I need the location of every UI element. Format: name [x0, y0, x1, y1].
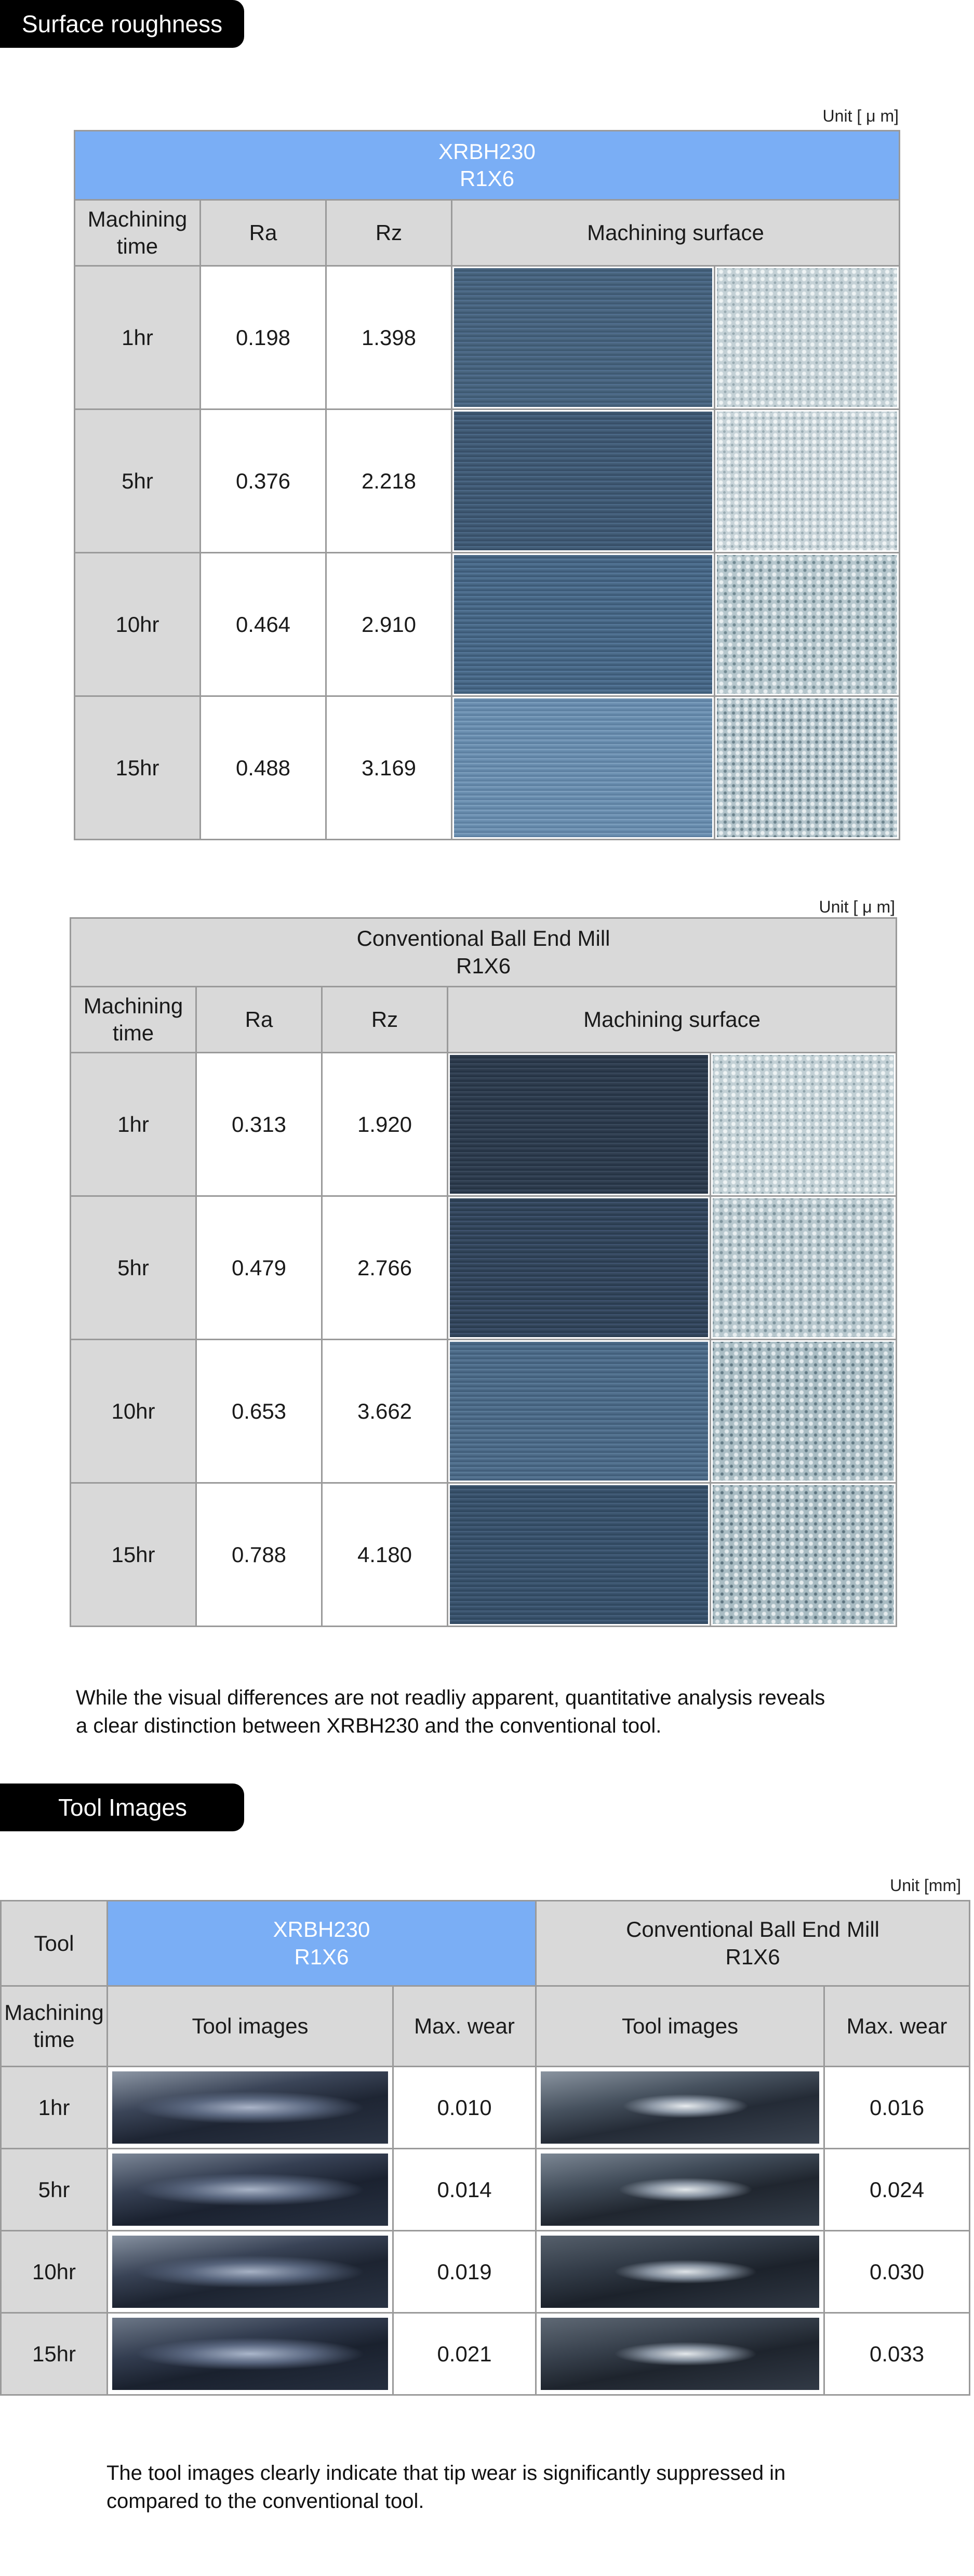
- header-max-wear: Max. wear: [393, 1986, 536, 2067]
- surface-photo: [448, 1483, 711, 1627]
- tool-wear-note: The tool images clearly indicate that tip wear is significantly suppressed in compared to the conventional tool.: [106, 2462, 786, 2513]
- surface-photo: [448, 1053, 711, 1196]
- rz-value: 2.218: [326, 409, 452, 553]
- ra-value: 0.313: [196, 1053, 322, 1196]
- tool-photo-conventional: [536, 2231, 824, 2313]
- surface-photo: [452, 553, 715, 696]
- surface-photo: [452, 409, 715, 553]
- ra-value: 0.376: [201, 409, 326, 553]
- ra-value: 0.479: [196, 1196, 322, 1340]
- ra-value: 0.488: [201, 696, 326, 840]
- tool-photo-conventional: [536, 2313, 824, 2395]
- header-xrbh230: XRBH230 R1X6: [108, 1901, 536, 1986]
- surface-photo: [448, 1196, 711, 1340]
- header-machining-time: Machining time: [71, 987, 196, 1053]
- table-tool-wear: [0, 1900, 970, 2396]
- surface-texture-photo: [715, 696, 900, 840]
- rz-value: 3.662: [322, 1340, 448, 1483]
- surface-photo: [452, 266, 715, 409]
- ra-value: 0.653: [196, 1340, 322, 1483]
- analysis-note: While the visual differences are not readliy apparent, quantitative analysis reveals a clear distinction between XRBH230 and the conventional tool.: [76, 1686, 825, 1737]
- header-rz: Rz: [322, 987, 448, 1053]
- header-tool: Tool: [1, 1901, 108, 1986]
- rz-value: 2.910: [326, 553, 452, 696]
- wear-value: 0.024: [824, 2149, 970, 2231]
- surface-texture-photo: [711, 1053, 897, 1196]
- rz-value: 1.398: [326, 266, 452, 409]
- row-time: 1hr: [1, 2067, 108, 2149]
- header-machining-time: Machining time: [75, 200, 201, 266]
- row-time: 5hr: [71, 1196, 196, 1340]
- header-machining-surface: Machining surface: [452, 200, 900, 266]
- tool-photo-xrbh230: [108, 2149, 393, 2231]
- header-tool-images: Tool images: [108, 1986, 393, 2067]
- header-rz: Rz: [326, 200, 452, 266]
- surface-texture-photo: [715, 266, 900, 409]
- table-title: XRBH230 R1X6: [75, 131, 900, 200]
- ra-value: 0.198: [201, 266, 326, 409]
- rz-value: 4.180: [322, 1483, 448, 1627]
- header-ra: Ra: [201, 200, 326, 266]
- section-label-surface-roughness: Surface roughness: [0, 0, 244, 48]
- unit-label: Unit [ μ m]: [819, 897, 895, 916]
- surface-photo: [448, 1340, 711, 1483]
- unit-label: Unit [ μ m]: [822, 107, 899, 125]
- surface-texture-photo: [715, 553, 900, 696]
- row-time: 10hr: [1, 2231, 108, 2313]
- rz-value: 2.766: [322, 1196, 448, 1340]
- header-machining-time: Machining time: [1, 1986, 108, 2067]
- wear-value: 0.030: [824, 2231, 970, 2313]
- row-time: 5hr: [1, 2149, 108, 2231]
- tool-photo-xrbh230: [108, 2067, 393, 2149]
- header-tool-images: Tool images: [536, 1986, 824, 2067]
- wear-value: 0.033: [824, 2313, 970, 2395]
- wear-value: 0.010: [393, 2067, 536, 2149]
- wear-value: 0.014: [393, 2149, 536, 2231]
- surface-photo: [452, 696, 715, 840]
- header-conventional: Conventional Ball End Mill R1X6: [536, 1901, 970, 1986]
- row-time: 1hr: [75, 266, 201, 409]
- wear-value: 0.016: [824, 2067, 970, 2149]
- ra-value: 0.464: [201, 553, 326, 696]
- rz-value: 3.169: [326, 696, 452, 840]
- row-time: 5hr: [75, 409, 201, 553]
- surface-texture-photo: [711, 1483, 897, 1627]
- table-conventional-roughness: [70, 917, 897, 1627]
- surface-texture-photo: [711, 1340, 897, 1483]
- row-time: 15hr: [1, 2313, 108, 2395]
- section-label-tool-images: Tool Images: [0, 1784, 244, 1831]
- row-time: 15hr: [71, 1483, 196, 1627]
- table-title: Conventional Ball End Mill R1X6: [71, 918, 897, 987]
- wear-value: 0.021: [393, 2313, 536, 2395]
- unit-label: Unit [mm]: [890, 1876, 961, 1895]
- row-time: 1hr: [71, 1053, 196, 1196]
- row-time: 10hr: [75, 553, 201, 696]
- header-max-wear: Max. wear: [824, 1986, 970, 2067]
- tool-photo-xrbh230: [108, 2231, 393, 2313]
- tool-photo-xrbh230: [108, 2313, 393, 2395]
- row-time: 10hr: [71, 1340, 196, 1483]
- ra-value: 0.788: [196, 1483, 322, 1627]
- table-xrbh230-roughness: [74, 130, 900, 840]
- rz-value: 1.920: [322, 1053, 448, 1196]
- surface-texture-photo: [715, 409, 900, 553]
- wear-value: 0.019: [393, 2231, 536, 2313]
- header-ra: Ra: [196, 987, 322, 1053]
- tool-photo-conventional: [536, 2067, 824, 2149]
- surface-texture-photo: [711, 1196, 897, 1340]
- tool-photo-conventional: [536, 2149, 824, 2231]
- header-machining-surface: Machining surface: [448, 987, 897, 1053]
- row-time: 15hr: [75, 696, 201, 840]
